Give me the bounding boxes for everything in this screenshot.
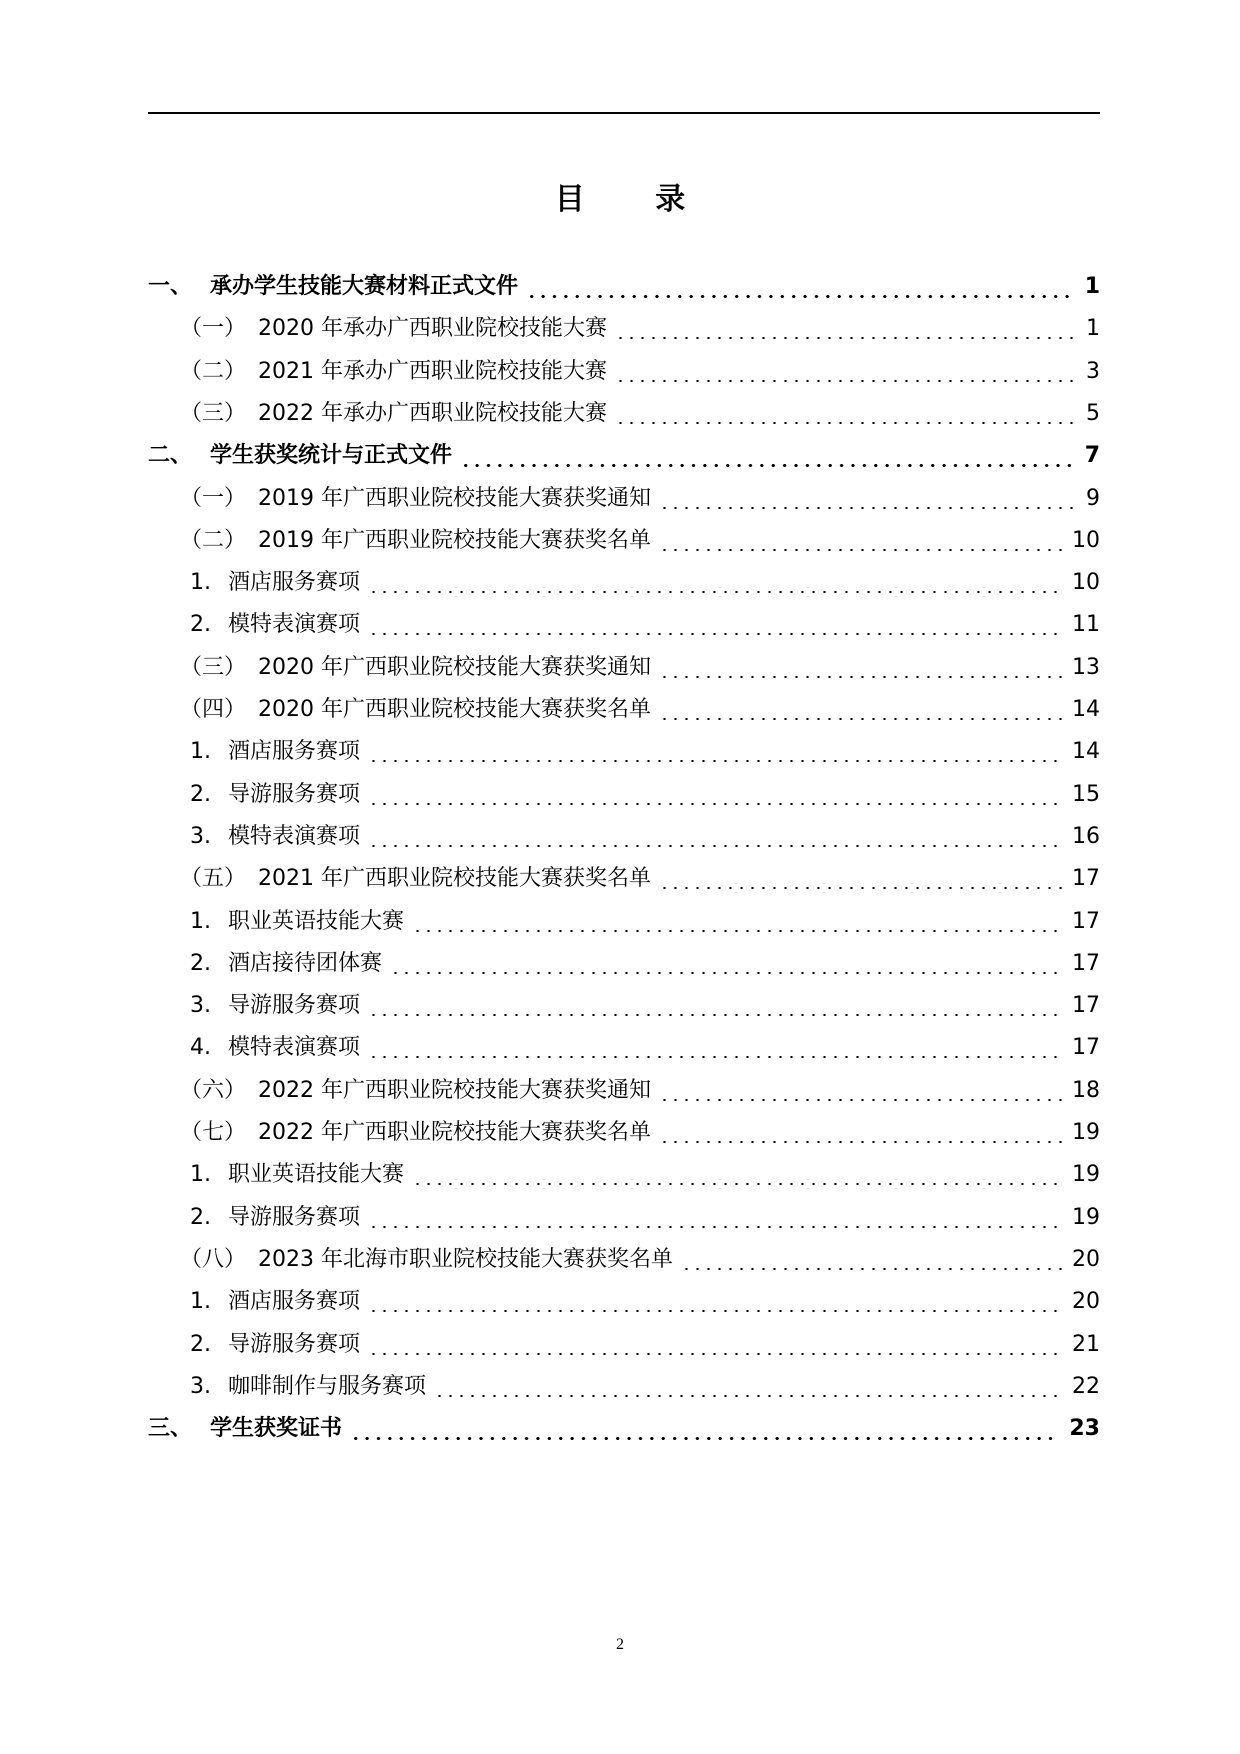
- toc-entry-number: 二、: [148, 443, 193, 469]
- toc-entry-number: （四）: [180, 697, 247, 722]
- toc-entry-number: 2.: [190, 612, 211, 638]
- dot-leader: [368, 591, 1062, 593]
- dot-leader: [412, 930, 1062, 932]
- toc-entry[interactable]: [148, 1324, 1100, 1366]
- toc-entry-title: 2020 年承办广西职业院校技能大赛: [258, 316, 607, 342]
- toc-entry[interactable]: [148, 1112, 1100, 1154]
- toc-entry-title: 2021 年承办广西职业院校技能大赛: [258, 358, 607, 384]
- dot-leader: [460, 464, 1075, 467]
- toc-entry-title: 学生获奖证书: [210, 1416, 343, 1442]
- toc-entry[interactable]: [148, 435, 1100, 477]
- toc-entry-page: 17: [1072, 908, 1100, 934]
- toc-entry-number: 3.: [190, 1373, 211, 1399]
- dot-leader: [659, 676, 1062, 678]
- toc-entry-title: 导游服务赛项: [228, 993, 361, 1019]
- toc-entry[interactable]: [148, 731, 1100, 773]
- toc-entry-page: 3: [1086, 358, 1100, 384]
- toc-entry-number: （五）: [180, 866, 247, 892]
- toc-entry-page: 16: [1072, 823, 1100, 849]
- toc-entry[interactable]: [148, 858, 1100, 900]
- toc-entry-title: 酒店服务赛项: [228, 570, 361, 596]
- toc-entry[interactable]: [148, 604, 1100, 646]
- dot-leader: [368, 1226, 1062, 1228]
- toc-entry[interactable]: [148, 478, 1100, 520]
- toc-entry[interactable]: [148, 1239, 1100, 1281]
- toc-entry-page: 23: [1069, 1416, 1100, 1442]
- page-number: 2: [616, 1636, 624, 1653]
- toc-entry[interactable]: [148, 1366, 1100, 1408]
- toc-entry-title: 酒店服务赛项: [228, 1289, 361, 1315]
- toc-entry-title: 酒店服务赛项: [228, 739, 361, 765]
- toc-entry-number: 2.: [190, 950, 211, 976]
- toc-entry-page: 17: [1072, 1035, 1100, 1061]
- dot-leader: [350, 1437, 1059, 1440]
- toc-entry-title: 职业英语技能大赛: [228, 908, 405, 934]
- toc-entry-number: 2.: [190, 1204, 211, 1230]
- toc-entry[interactable]: [148, 1197, 1100, 1239]
- dot-leader: [368, 760, 1062, 762]
- toc-entry[interactable]: [148, 774, 1100, 816]
- dot-leader: [368, 803, 1062, 805]
- toc-entry[interactable]: [148, 351, 1100, 393]
- toc-entry[interactable]: [148, 1154, 1100, 1196]
- toc-entry-title: 2022 年承办广西职业院校技能大赛: [258, 400, 607, 426]
- toc-entry-title: 导游服务赛项: [228, 1204, 361, 1230]
- toc-entry[interactable]: [148, 308, 1100, 350]
- toc-entry-number: 1.: [190, 570, 211, 596]
- dot-leader: [526, 295, 1075, 298]
- toc-entry-page: 9: [1086, 485, 1100, 511]
- toc-entry-page: 15: [1072, 781, 1100, 807]
- toc-entry-number: 1.: [190, 1289, 211, 1315]
- toc-entry-number: （八）: [180, 1246, 247, 1272]
- toc-entry-page: 20: [1072, 1289, 1100, 1315]
- toc-entry-title: 模特表演赛项: [228, 823, 361, 849]
- toc-entry[interactable]: [148, 816, 1100, 858]
- toc-entry-title: 学生获奖统计与正式文件: [210, 443, 453, 469]
- toc-entry-title: 2022 年广西职业院校技能大赛获奖名单: [258, 1120, 651, 1145]
- toc-entry-title: 2019 年广西职业院校技能大赛获奖名单: [258, 527, 651, 553]
- dot-leader: [412, 1183, 1062, 1185]
- toc-entry[interactable]: [148, 901, 1100, 943]
- header-rule: [148, 112, 1100, 114]
- toc-entry[interactable]: [148, 1027, 1100, 1069]
- toc-entry-number: 三、: [148, 1416, 193, 1442]
- toc-entry-page: 13: [1072, 654, 1100, 680]
- dot-leader: [659, 718, 1062, 720]
- toc-entry-number: （三）: [180, 400, 247, 426]
- dot-leader: [659, 549, 1062, 551]
- toc-entry-number: （一）: [180, 485, 247, 511]
- toc-entry-page: 1: [1086, 316, 1100, 342]
- page-title: 目 录: [554, 182, 716, 217]
- toc-entry[interactable]: [148, 1408, 1100, 1450]
- dot-leader: [390, 972, 1062, 974]
- toc-entry-number: 2.: [190, 1331, 211, 1357]
- toc-entry-number: 4.: [190, 1035, 211, 1061]
- dot-leader: [659, 887, 1062, 889]
- dot-leader: [368, 1056, 1062, 1058]
- toc-entry-title: 导游服务赛项: [228, 781, 361, 807]
- toc-entry-title: 2019 年广西职业院校技能大赛获奖通知: [258, 485, 651, 511]
- toc-entry-number: 3.: [190, 993, 211, 1019]
- toc-entry[interactable]: [148, 647, 1100, 689]
- toc-entry-number: （二）: [180, 358, 247, 384]
- toc-entry-number: （二）: [180, 527, 247, 553]
- toc-entry-number: （三）: [180, 654, 247, 680]
- dot-leader: [615, 337, 1076, 339]
- toc-entry-number: 1.: [190, 1162, 211, 1188]
- toc-entry-number: 一、: [148, 274, 193, 299]
- toc-entry[interactable]: [148, 1070, 1100, 1112]
- toc-entry-page: 19: [1072, 1204, 1100, 1230]
- dot-leader: [681, 1268, 1062, 1270]
- toc-entry-page: 11: [1072, 612, 1100, 638]
- dot-leader: [659, 507, 1076, 509]
- dot-leader: [368, 845, 1062, 847]
- toc-entry-page: 17: [1072, 993, 1100, 1019]
- toc-entry-number: （七）: [180, 1120, 247, 1145]
- toc-entry-page: 18: [1072, 1077, 1100, 1103]
- toc-entry-page: 7: [1084, 443, 1100, 469]
- dot-leader: [368, 1310, 1062, 1312]
- toc-entry-page: 5: [1086, 400, 1100, 426]
- toc-entry-title: 模特表演赛项: [228, 612, 361, 638]
- dot-leader: [615, 380, 1076, 382]
- toc-entry-page: 19: [1072, 1120, 1100, 1145]
- toc-entry-number: 2.: [190, 781, 211, 807]
- toc-entry[interactable]: [148, 943, 1100, 985]
- toc-entry-number: 1.: [190, 739, 211, 765]
- dot-leader: [368, 633, 1062, 635]
- dot-leader: [615, 422, 1076, 424]
- toc-entry-page: 22: [1072, 1373, 1100, 1399]
- toc-entry-title: 承办学生技能大赛材料正式文件: [210, 274, 519, 299]
- toc-entry-number: 3.: [190, 823, 211, 849]
- toc-entry-title: 模特表演赛项: [228, 1035, 361, 1061]
- toc-entry[interactable]: [148, 562, 1100, 604]
- toc-entry-title: 2023 年北海市职业院校技能大赛获奖名单: [258, 1246, 673, 1272]
- toc-entry-page: 21: [1072, 1331, 1100, 1357]
- toc-entry[interactable]: [148, 393, 1100, 435]
- dot-leader: [434, 1395, 1062, 1397]
- toc-entry-number: （六）: [180, 1077, 247, 1103]
- dot-leader: [368, 1014, 1062, 1016]
- toc-entry-title: 导游服务赛项: [228, 1331, 361, 1357]
- toc-entry-number: （一）: [180, 316, 247, 342]
- toc-entry-page: 14: [1072, 697, 1100, 722]
- toc-entry-page: 17: [1072, 950, 1100, 976]
- toc-entry-title: 咖啡制作与服务赛项: [228, 1373, 427, 1399]
- dot-leader: [659, 1099, 1062, 1101]
- toc-entry-title: 2021 年广西职业院校技能大赛获奖名单: [258, 866, 651, 892]
- dot-leader: [368, 1353, 1062, 1355]
- toc-entry-title: 酒店接待团体赛: [228, 950, 383, 976]
- toc-entry-page: 19: [1072, 1162, 1100, 1188]
- toc-entry[interactable]: [148, 266, 1100, 308]
- toc-entry-title: 职业英语技能大赛: [228, 1162, 405, 1188]
- dot-leader: [659, 1141, 1062, 1143]
- toc-entry-number: 1.: [190, 908, 211, 934]
- toc-entry[interactable]: [148, 520, 1100, 562]
- toc-entry[interactable]: [148, 689, 1100, 731]
- toc-entry-page: 10: [1072, 570, 1100, 596]
- toc-entry-title: 2020 年广西职业院校技能大赛获奖名单: [258, 697, 651, 722]
- toc-entry-title: 2022 年广西职业院校技能大赛获奖通知: [258, 1077, 651, 1103]
- toc-entry-page: 14: [1072, 739, 1100, 765]
- toc-entry-page: 1: [1084, 274, 1100, 299]
- toc-entry-page: 17: [1072, 866, 1100, 892]
- toc-entry[interactable]: [148, 1281, 1100, 1323]
- toc-entry-page: 10: [1072, 527, 1100, 553]
- toc-entry-page: 20: [1072, 1246, 1100, 1272]
- toc-entry-title: 2020 年广西职业院校技能大赛获奖通知: [258, 654, 651, 680]
- toc-entry[interactable]: [148, 985, 1100, 1027]
